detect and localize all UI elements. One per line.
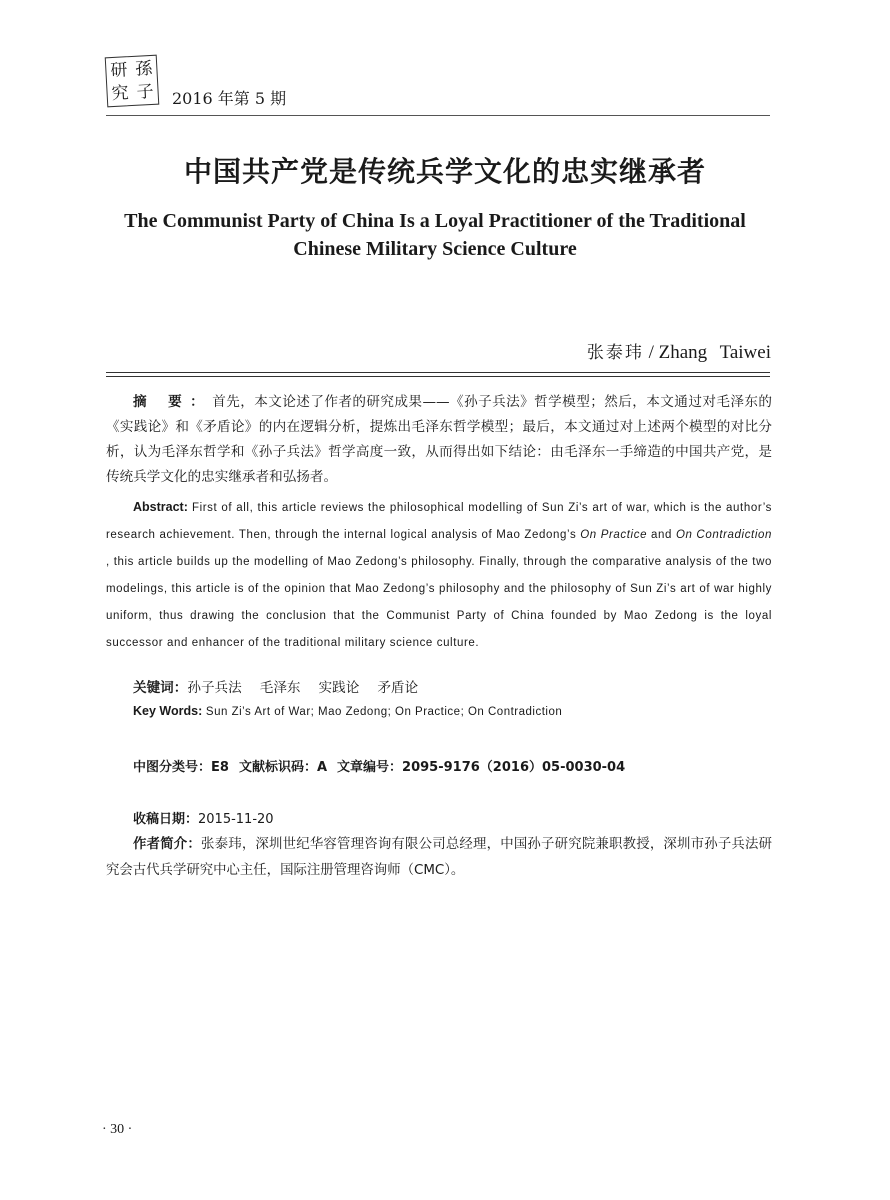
- keyword-term: 矛盾论: [377, 680, 419, 696]
- keywords-chinese: [106, 676, 799, 696]
- received-date: [106, 808, 799, 827]
- clc-value: E8: [211, 760, 229, 775]
- journal-logo: [105, 55, 160, 108]
- abstract-en-text: , this article builds up the modelling of Mao Zedong’s philosophy. Finally, through the comparative analysis of the two modelings, this article is of the opinion that Mao Zedong’s philosophy and the philosophy of Sun Zi’s art of war highly uniform, thus drawing the conclusion that the Communist Party of China founded by Mao Zedong is the loyal successor and enhancer of the traditional military science culture.: [106, 556, 772, 649]
- section-divider: [106, 372, 770, 377]
- clc-label: 中图分类号：: [133, 760, 212, 775]
- header-divider: [106, 115, 770, 116]
- keyword-term: 实践论: [318, 680, 360, 696]
- author-name-en: Zhang Taiwei: [658, 342, 771, 363]
- author-line: [587, 338, 771, 364]
- keywords-en-value: Sun Zi’s Art of War; Mao Zedong; On Practice; On Contradiction: [202, 706, 563, 718]
- abstract-en-italic: On Practice: [580, 529, 648, 541]
- page-number: · 30 ·: [102, 1122, 133, 1137]
- article-number-value: 2095-9176（2016）05-0030-04: [402, 760, 626, 775]
- article-number-label: 文章编号：: [337, 760, 403, 775]
- keywords-en-label: Key Words:: [133, 704, 203, 718]
- logo-char: 研: [109, 60, 128, 82]
- received-label: 收稿日期：: [133, 812, 199, 827]
- keyword-term: 孙子兵法: [187, 680, 242, 696]
- classification-line: [106, 756, 799, 775]
- author-separator: /: [643, 342, 659, 363]
- keywords-zh-label: 关键词：: [133, 680, 188, 696]
- abstract-english: [106, 494, 772, 657]
- author-name-zh: 张泰玮: [586, 343, 644, 363]
- abstract-zh-label: 摘 要：: [133, 394, 213, 410]
- keywords-english: [106, 704, 799, 718]
- bio-text: 张泰玮，深圳世纪华容管理咨询有限公司总经理，中国孙子研究院兼职教授，深圳市孙子兵法研究会古代兵学研究中心主任，国际注册管理咨询师（CMC）。: [106, 837, 773, 878]
- abstract-zh-text: 首先，本文论述了作者的研究成果——《孙子兵法》哲学模型；然后，本文通过对毛泽东的《实践论》和《矛盾论》的内在逻辑分析，提炼出毛泽东哲学模型；最后，本文通过对上述两个模型的对比分析，认为毛泽东哲学和《孙子兵法》哲学高度一致，从而得出如下结论：由毛泽东一手缔造的中国共产党，是传统兵学文化的忠实继承者和弘扬者。: [106, 394, 772, 485]
- received-value: 2015-11-20: [198, 812, 274, 827]
- logo-char: 子: [136, 81, 155, 103]
- bio-label: 作者简介：: [133, 837, 202, 852]
- abstract-en-italic: On Contradiction: [675, 529, 772, 541]
- abstract-en-text: and: [647, 529, 676, 541]
- logo-char: 孫: [134, 58, 153, 80]
- title-english: The Communist Party of China Is a Loyal Practitioner of the Traditional Chinese Military Science Culture: [124, 210, 746, 260]
- doc-code-value: A: [316, 760, 328, 775]
- abstract-en-text: First of all, this article reviews the philosophical modelling of Sun Zi’s art of war, which is the author’s research achievement. Then, through the internal logical analysis of Mao Zedong’s: [106, 502, 772, 541]
- author-bio: [106, 832, 772, 884]
- issue-label: 2016 年第 5 期: [172, 89, 287, 108]
- keyword-term: 毛泽东: [259, 680, 301, 696]
- title-chinese: 中国共产党是传统兵学文化的忠实继承者: [183, 155, 706, 188]
- abstract-chinese: [106, 390, 772, 490]
- doc-code-label: 文献标识码：: [238, 760, 317, 775]
- abstract-en-label: Abstract:: [133, 500, 188, 514]
- logo-char: 究: [111, 83, 130, 105]
